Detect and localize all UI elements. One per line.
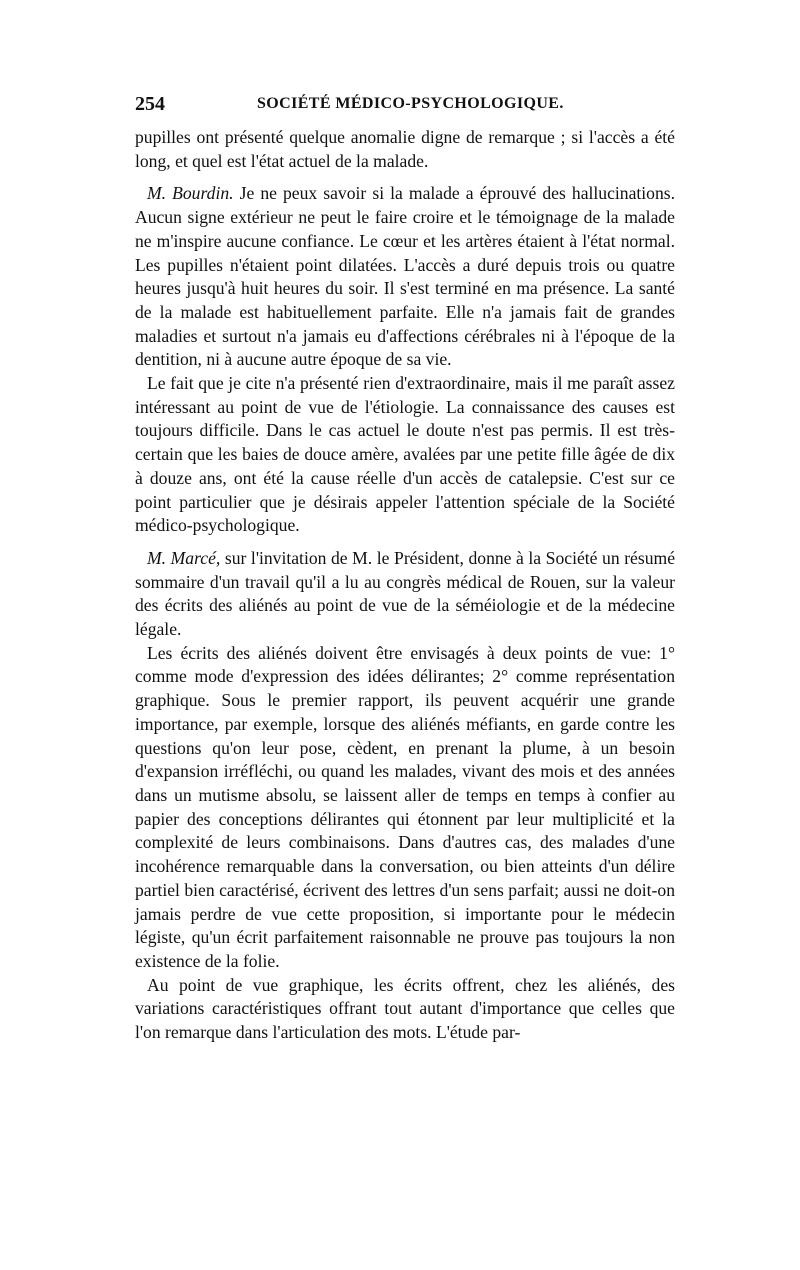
paragraph-text: Je ne peux savoir si la malade a éprouvé des hallucinations. Aucun signe extérieur ne peut le faire croire et le témoignage de la malade ne m'inspire aucune confiance. Le cœur et les artères étaient à l'état normal. Les pupilles n'étaient point dilatées. L'accès a duré depuis trois ou quatre heures jusqu'à huit heures du soir. Il s'est terminé en ma présence. La santé de la malade est habituellement parfaite. Elle n'a jamais fait de grandes maladies et surtout n'a jamais eu d'affections cérébrales ni à l'époque de la dentition, ni à aucune autre époque de sa vie.: [135, 183, 676, 370]
running-head: SOCIÉTÉ MÉDICO-PSYCHOLOGIQUE.: [257, 95, 564, 112]
paragraph-text: Au point de vue graphique, les écrits offrent, chez les aliénés, des variations caractéristiques offrant tout autant d'importance que celles que l'on remarque dans l'articulation des mots. L'étude par-: [135, 974, 675, 1043]
speaker-name: M. Bourdin.: [147, 183, 234, 204]
paragraph-case-remarks: [135, 372, 675, 538]
paragraph-continuation: [135, 126, 675, 173]
page-header: [135, 91, 675, 117]
paragraph-text: pupilles ont présenté quelque anomalie digne de remarque ; si l'accès a été long, et quel est l'état actuel de la malade.: [135, 127, 675, 171]
paragraph-text: Le fait que je cite n'a présenté rien d'extraordinaire, mais il me paraît assez intéressant au point de vue de l'étiologie. La connaissance des causes est toujours difficile. Dans le cas actuel le doute n'est pas permis. Il est très-certain que les baies de douce amère, avalées par une petite fille âgée de dix à douze ans, ont été la cause réelle d'un accès de catalepsie. C'est sur ce point particulier que je désirais appeler l'attention spéciale de la Société médico-psychologique.: [135, 373, 675, 536]
speaker-name: M. Marcé,: [147, 547, 221, 568]
page-number: 254: [135, 93, 165, 115]
paragraph-marce: [135, 547, 675, 642]
page-body: [135, 126, 675, 1045]
paragraph-text: sur l'invitation de M. le Président, donne à la Société un résumé sommaire d'un travail qu'il a lu au congrès médical de Rouen, sur la valeur des écrits des aliénés au point de vue de la séméiologie et de la médecine légale.: [135, 547, 676, 640]
paragraph-text: Les écrits des aliénés doivent être envisagés à deux points de vue: 1° comme mode d'expression des idées délirantes; 2° comme représentation graphique. Sous le premier rapport, ils peuvent acquérir une grande importance, par exemple, lorsque des aliénés méfiants, en garde contre les questions qu'on leur pose, cèdent, en prenant la plume, à un besoin d'expansion irréfléchi, ou quand les malades, vivant des mois et des années dans un mutisme absolu, se laissent aller de temps en temps à confier au papier des conceptions délirantes qui étonnent par leur multiplicité et la complexité de leurs combinaisons. Dans d'autres cas, des malades d'une incohérence remarquable dans la conversation, ou bien atteints d'un délire partiel bien caractérisé, écrivent des lettres d'un sens parfait; aussi ne doit-on jamais perdre de vue cette proposition, si importante pour le médecin légiste, qu'un écrit parfaitement raisonnable ne prouve pas toujours la non existence de la folie.: [135, 642, 675, 971]
paragraph-graphic: [135, 974, 675, 1045]
paragraph-bourdin: [135, 182, 675, 372]
paragraph-writings: [135, 642, 675, 974]
